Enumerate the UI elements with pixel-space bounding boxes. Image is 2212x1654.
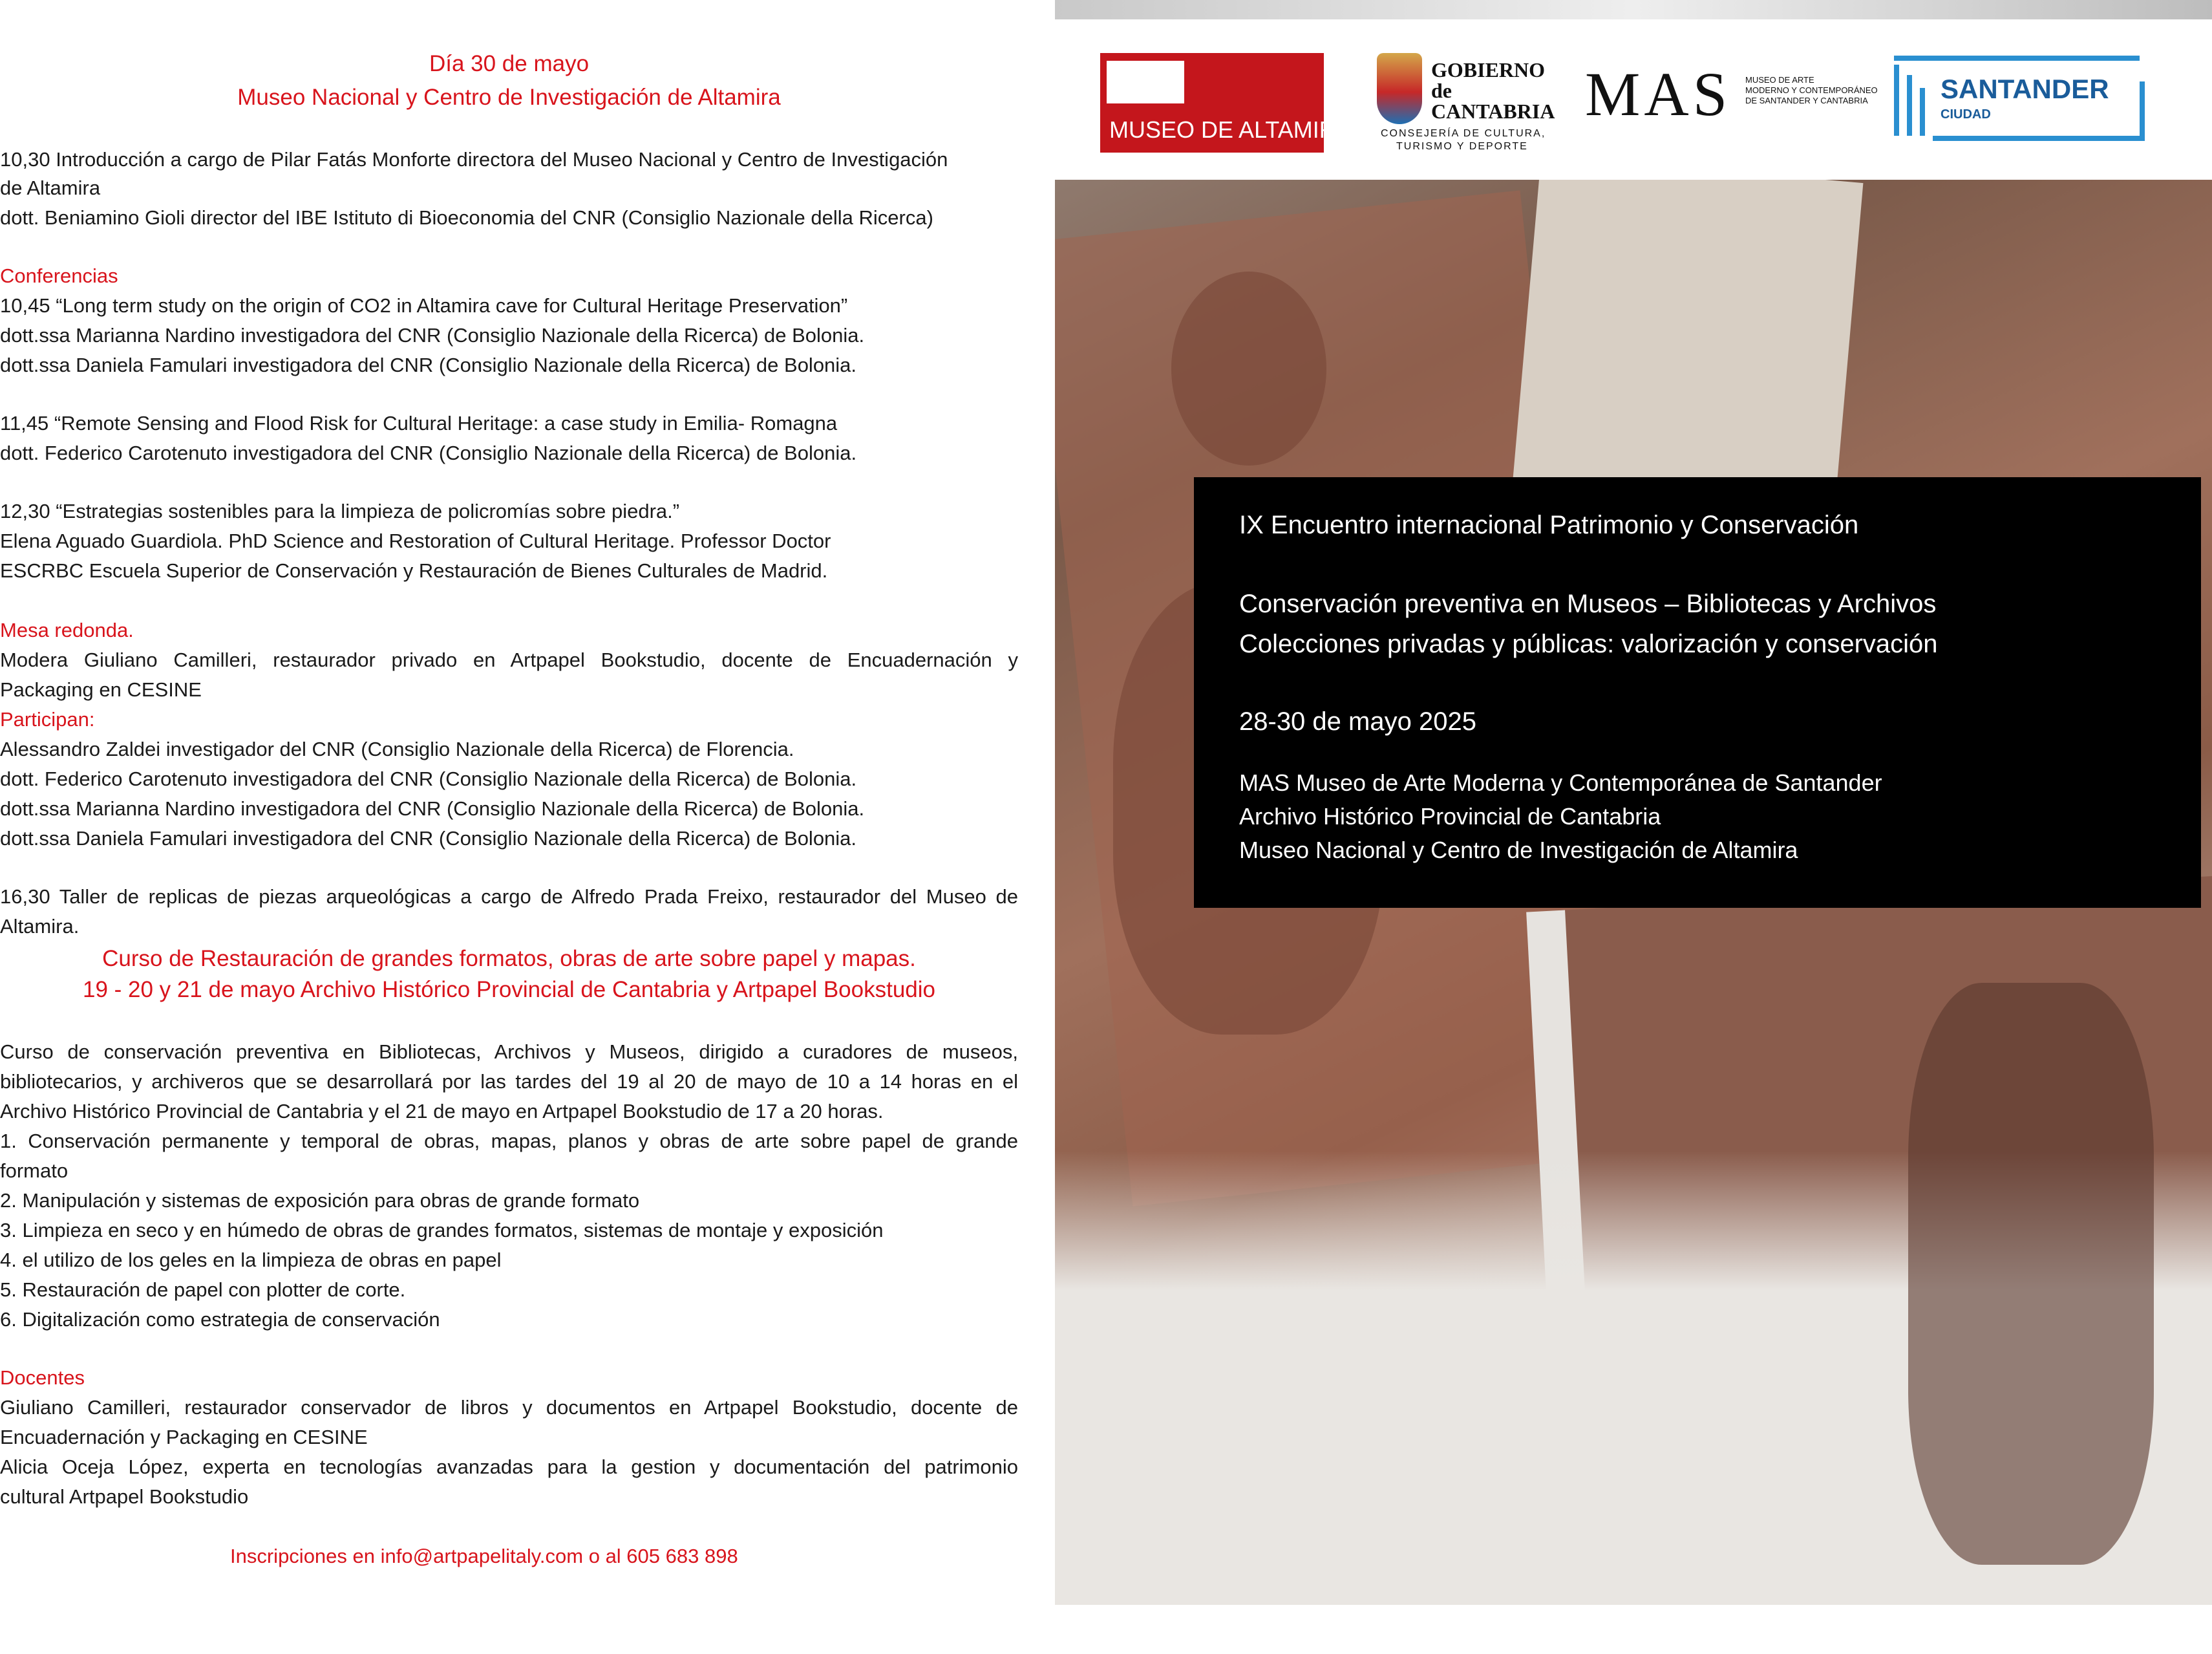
santander-bar-icon xyxy=(1907,75,1912,136)
event-theme: Conservación preventiva en Museos – Bibliotecas y Archivos xyxy=(1239,590,1937,618)
gobierno-text: CANTABRIA xyxy=(1431,100,1555,123)
course-item: formato xyxy=(0,1159,69,1182)
course-description: bibliotecarios, y archiveros que se desarrollará por las tardes del 19 al 20 de mayo de 10 a 14 horas en el xyxy=(0,1070,1018,1093)
participant-line: dott. Federico Carotenuto investigadora del CNR (Consiglio Nazionale della Ricerca) de Bolonia. xyxy=(0,768,857,790)
mesa-line: Packaging en CESINE xyxy=(0,678,202,701)
santander-bar-icon xyxy=(1894,56,2140,61)
santander-bar-icon xyxy=(1894,65,1899,136)
event-dates: 28-30 de mayo 2025 xyxy=(1239,707,1476,736)
cantabria-shield-icon xyxy=(1377,53,1422,124)
event-theme: Colecciones privadas y públicas: valorización y conservación xyxy=(1239,630,1938,658)
santander-bar-icon xyxy=(1933,136,2145,141)
speaker-line: dott.ssa Daniela Famulari investigadora del CNR (Consiglio Nazionale della Ricerca) de Bolonia. xyxy=(0,354,857,376)
inscripciones-line: Inscripciones en info@artpapelitaly.com o al 605 683 898 xyxy=(230,1545,738,1567)
course-description: Curso de conservación preventiva en Bibliotecas, Archivos y Museos, dirigido a curadores de museos, xyxy=(0,1040,1018,1063)
event-info-box xyxy=(1194,477,2201,908)
program-column xyxy=(0,0,1025,1654)
participant-line: dott.ssa Marianna Nardino investigadora del CNR (Consiglio Nazionale della Ricerca) de Bolonia. xyxy=(0,797,865,820)
altamira-logo-text: DE ALTAMIRA xyxy=(1201,116,1352,143)
docente-line: Encuadernación y Packaging en CESINE xyxy=(0,1426,368,1448)
mas-logo-subtext xyxy=(1745,75,1878,106)
course-subtitle: 19 - 20 y 21 de mayo Archivo Histórico Provincial de Cantabria y Artpapel Bookstudio xyxy=(82,977,936,1002)
program-date-title: Día 30 de mayo xyxy=(429,51,590,76)
speaker-line: dott.ssa Marianna Nardino investigadora del CNR (Consiglio Nazionale della Ricerca) de Bolonia. xyxy=(0,324,865,347)
santander-bar-icon xyxy=(2140,81,2145,136)
speaker-line: ESCRBC Escuela Superior de Conservación y Restauración de Bienes Culturales de Madrid. xyxy=(0,559,828,582)
intro-line: dott. Beniamino Gioli director del IBE Istituto di Bioeconomia del CNR (Consiglio Nazionale della Ricerca) xyxy=(0,206,933,229)
gobierno-subtext: TURISMO Y DEPORTE xyxy=(1396,141,1528,152)
conference-title: 12,30 “Estrategias sostenibles para la limpieza de policromías sobre piedra.” xyxy=(0,500,680,522)
intro-line: de Altamira xyxy=(0,177,101,199)
mesa-line: Modera Giuliano Camilleri, restaurador privado en Artpapel Bookstudio, docente de Encuadernación y xyxy=(0,649,1018,671)
santander-ciudad-logo xyxy=(1894,56,2153,141)
course-item: 2. Manipulación y sistemas de exposición para obras de grande formato xyxy=(0,1189,640,1212)
conference-title: 11,45 “Remote Sensing and Flood Risk for Cultural Heritage: a case study in Emilia- Romagna xyxy=(0,412,838,435)
mas-sub-line: MODERNO Y CONTEMPORÁNEO xyxy=(1745,85,1878,95)
speaker-line: Elena Aguado Guardiola. PhD Science and Restoration of Cultural Heritage. Professor Doctor xyxy=(0,530,831,552)
ciudad-text: CIUDAD xyxy=(1941,107,1991,122)
mesa-heading: Mesa redonda. xyxy=(0,619,134,641)
altamira-logo-text: MUSEO xyxy=(1109,116,1195,143)
top-stripe xyxy=(1055,0,2212,19)
event-venue: MAS Museo de Arte Moderna y Contemporánea de Santander xyxy=(1239,769,1882,796)
program-place-title: Museo Nacional y Centro de Investigación de Altamira xyxy=(237,85,781,110)
course-item: 6. Digitalización como estrategia de conservación xyxy=(0,1308,440,1331)
gobierno-subtext: CONSEJERÍA DE CULTURA, xyxy=(1381,128,1546,139)
course-title: Curso de Restauración de grandes formatos, obras de arte sobre papel y mapas. xyxy=(102,946,916,971)
conference-title: 10,45 “Long term study on the origin of CO2 in Altamira cave for Cultural Heritage Preservation” xyxy=(0,294,848,317)
intro-line: 10,30 Introducción a cargo de Pilar Fatás Monforte directora del Museo Nacional y Centro de Investigación xyxy=(0,148,948,171)
santander-text: SANTANDER xyxy=(1941,74,2109,104)
mas-sub-line: MUSEO DE ARTE xyxy=(1745,75,1814,85)
docentes-heading: Docentes xyxy=(0,1366,85,1389)
santander-bar-icon xyxy=(1920,88,1925,136)
gobierno-text: de xyxy=(1431,79,1452,102)
taller-line: 16,30 Taller de replicas de piezas arqueológicas a cargo de Alfredo Prada Freixo, restaurador del Museo de xyxy=(0,885,1018,908)
artwork-figure xyxy=(1171,272,1326,466)
participant-line: Alessandro Zaldei investigador del CNR (Consiglio Nazionale della Ricerca) de Florencia. xyxy=(0,738,794,760)
event-title: IX Encuentro internacional Patrimonio y Conservación xyxy=(1239,511,1859,539)
course-item: 1. Conservación permanente y temporal de obras, mapas, planos y obras de arte sobre papel de grande xyxy=(0,1130,1018,1152)
course-item: 4. el utilizo de los geles en la limpieza de obras en papel xyxy=(0,1249,502,1271)
participant-line: dott.ssa Daniela Famulari investigadora del CNR (Consiglio Nazionale della Ricerca) de Bolonia. xyxy=(0,827,857,850)
speaker-line: dott. Federico Carotenuto investigadora del CNR (Consiglio Nazionale della Ricerca) de Bolonia. xyxy=(0,442,857,464)
course-description: Archivo Histórico Provincial de Cantabria y el 21 de mayo en Artpapel Bookstudio de 17 a 20 horas. xyxy=(0,1100,884,1122)
mas-logo: MAS xyxy=(1585,59,1732,129)
mas-sub-line: DE SANTANDER Y CANTABRIA xyxy=(1745,96,1868,105)
event-venue: Museo Nacional y Centro de Investigación de Altamira xyxy=(1239,837,1798,863)
course-item: 5. Restauración de papel con plotter de corte. xyxy=(0,1278,406,1301)
docente-line: Alicia Oceja López, experta en tecnologías avanzadas para la gestion y documentación del patrimonio xyxy=(0,1455,1018,1478)
artwork-figure xyxy=(1908,983,2154,1565)
altamira-symbol-icon xyxy=(1107,61,1184,103)
course-item: 3. Limpieza en seco y en húmedo de obras de grandes formatos, sistemas de montaje y exposición xyxy=(0,1219,884,1241)
conferencias-heading: Conferencias xyxy=(0,264,118,287)
participan-heading: Participan: xyxy=(0,708,95,731)
taller-line: Altamira. xyxy=(0,915,80,938)
docente-line: cultural Artpapel Bookstudio xyxy=(0,1485,249,1508)
docente-line: Giuliano Camilleri, restaurador conservador de libros y documentos en Artpapel Bookstudio, docente de xyxy=(0,1396,1018,1419)
museo-altamira-logo xyxy=(1100,53,1352,153)
event-venue: Archivo Histórico Provincial de Cantabria xyxy=(1239,803,1661,830)
gobierno-text: GOBIERNO xyxy=(1431,58,1546,81)
